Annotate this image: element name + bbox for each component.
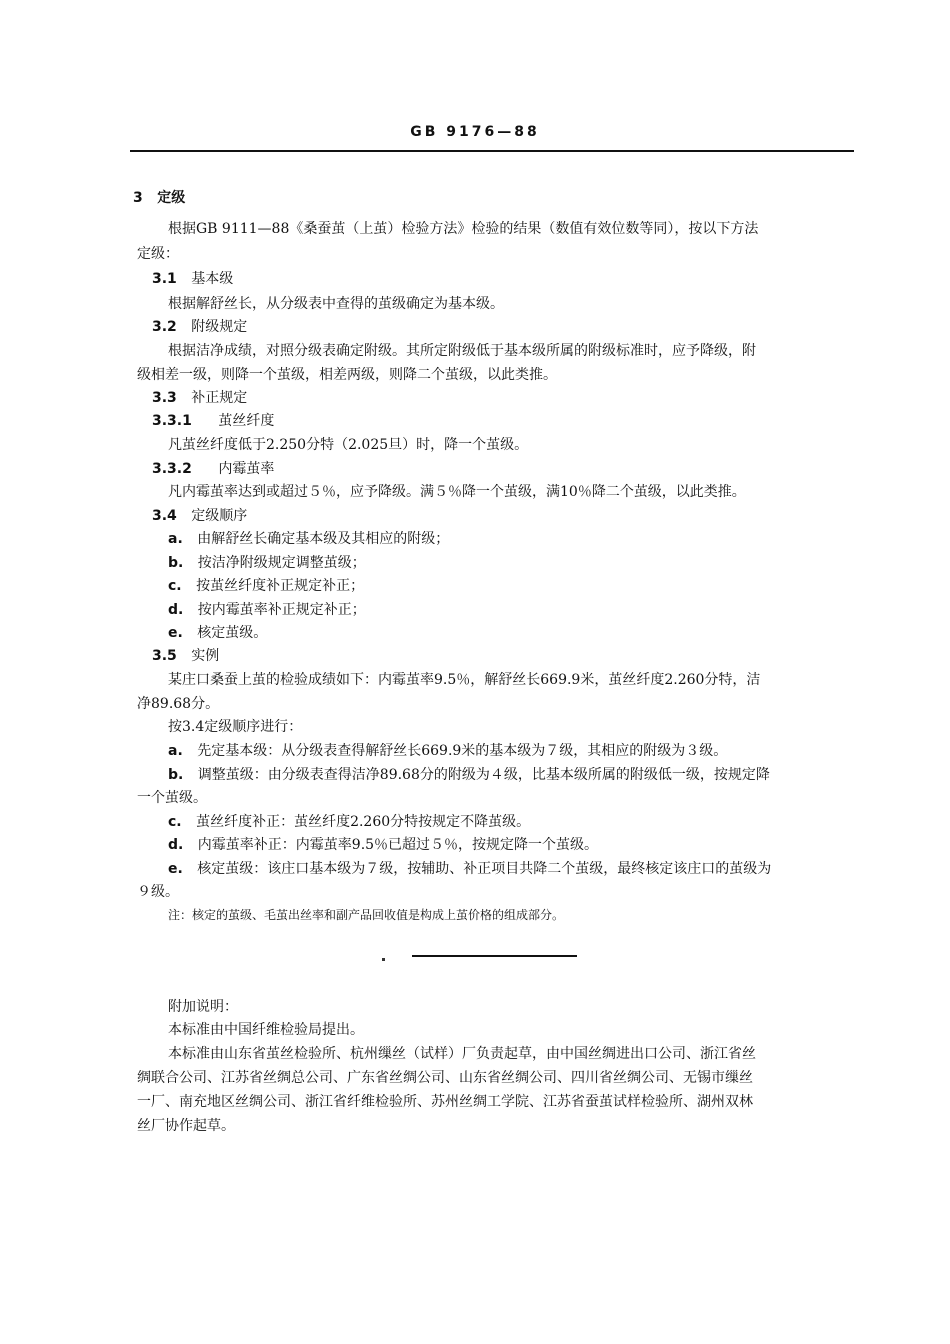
appendix-paragraph-2-line-4: 丝厂协作起草。 — [137, 1118, 235, 1134]
clause-title: 内霉茧率 — [218, 461, 275, 477]
clause-title: 附级规定 — [191, 319, 248, 335]
clause-3-3-heading — [152, 388, 247, 408]
list-marker: c. — [168, 578, 182, 594]
clause-3-1-heading — [152, 269, 233, 289]
list-marker: c. — [168, 814, 182, 830]
list-item — [168, 623, 267, 643]
clause-3-2-heading — [152, 317, 247, 337]
clause-number: 3.3.1 — [152, 413, 192, 429]
list-marker: b. — [168, 767, 184, 783]
list-marker: e. — [168, 625, 183, 641]
example-line-1: 某庄口桑蚕上茧的检验成绩如下：内霉茧率9.5％，解舒丝长669.9米，茧丝纤度2.260分特，洁 — [168, 672, 761, 688]
list-text: 茧丝纤度补正：茧丝纤度2.260分特按规定不降茧级。 — [196, 814, 531, 830]
list-marker: b. — [168, 555, 184, 571]
clause-number: 3.3.2 — [152, 461, 192, 477]
clause-3-3-1-heading — [152, 411, 274, 431]
list-text: 由解舒丝长确定基本级及其相应的附级； — [197, 531, 450, 547]
clause-3-3-1-text: 凡茧丝纤度低于2.250分特（2.025旦）时，降一个茧级。 — [168, 437, 529, 453]
list-text: 按洁净附级规定调整茧级； — [197, 555, 366, 571]
list-item — [168, 765, 770, 785]
clause-3-3-2-heading — [152, 459, 274, 479]
clause-title: 定级顺序 — [191, 508, 248, 524]
document-code-header: GB 9176—88 — [410, 124, 540, 140]
appendix-title: 附加说明： — [168, 999, 238, 1015]
clause-number: 3.5 — [152, 648, 177, 664]
clause-title: 基本级 — [191, 271, 234, 287]
clause-title: 茧丝纤度 — [218, 413, 275, 429]
intro-line-2: 定级： — [137, 246, 179, 262]
header-rule — [130, 150, 854, 152]
appendix-paragraph-2-line-1: 本标准由山东省茧丝检验所、杭州缫丝（试样）厂负责起草，由中国丝绸进出口公司、浙江省丝 — [168, 1046, 756, 1062]
list-marker: e. — [168, 861, 183, 877]
clause-3-4-heading — [152, 506, 247, 526]
clause-3-5-heading — [152, 646, 219, 666]
list-text: 调整茧级：由分级表查得洁净89.68分的附级为４级，比基本级所属的附级低一级，按规定降 — [197, 767, 770, 783]
list-text: 核定茧级：该庄口基本级为７级，按辅助、补正项目共降二个茧级，最终核定该庄口的茧级为 — [197, 861, 772, 877]
section-number: 3 — [133, 190, 143, 206]
list-item — [168, 576, 364, 596]
list-text: 按茧丝纤度补正规定补正； — [196, 578, 365, 594]
clause-number: 3.1 — [152, 271, 177, 287]
clause-3-2-text-line-2: 级相差一级，则降一个茧级，相差两级，则降二个茧级，以此类推。 — [137, 367, 557, 383]
clause-3-3-2-text: 凡内霉茧率达到或超过５％，应予降级。满５％降一个茧级，满10％降二个茧级，以此类推。 — [168, 484, 746, 500]
list-text: 内霉茧率补正：内霉茧率9.5％已超过５％，按规定降一个茧级。 — [197, 837, 599, 853]
list-item — [168, 812, 530, 832]
list-item — [168, 741, 727, 761]
appendix-paragraph-2-line-3: 一厂、南充地区丝绸公司、浙江省纤维检验所、苏州丝绸工学院、江苏省蚕茧试样检验所、湖州双林 — [137, 1094, 753, 1110]
list-text: 核定茧级。 — [197, 625, 268, 641]
list-item — [168, 553, 366, 573]
clause-number: 3.3 — [152, 390, 177, 406]
clause-title: 实例 — [191, 648, 220, 664]
list-item — [168, 600, 366, 620]
intro-line-1: 根据GB 9111—88《桑蚕茧（上茧）检验方法》检验的结果（数值有效位数等同），按以下方法 — [168, 221, 759, 237]
list-item — [168, 529, 449, 549]
end-rule — [412, 955, 577, 957]
appendix-paragraph-2-line-2: 绸联合公司、江苏省丝绸总公司、广东省丝绸公司、山东省丝绸公司、四川省丝绸公司、无锡市缫丝 — [137, 1070, 753, 1086]
clause-3-1-text: 根据解舒丝长，从分级表中查得的茧级确定为基本级。 — [168, 296, 504, 312]
section-title: 定级 — [157, 190, 186, 206]
clause-number: 3.2 — [152, 319, 177, 335]
clause-number: 3.4 — [152, 508, 177, 524]
appendix-paragraph-1: 本标准由中国纤维检验局提出。 — [168, 1022, 364, 1038]
list-item — [168, 835, 598, 855]
list-item — [168, 859, 771, 879]
clause-3-2-text-line-1: 根据洁净成绩，对照分级表确定附级。其所定附级低于基本级所属的附级标准时，应予降级，附 — [168, 343, 756, 359]
list-text-continuation: ９级。 — [137, 884, 179, 900]
list-text: 先定基本级：从分级表查得解舒丝长669.9米的基本级为７级，其相应的附级为３级。 — [197, 743, 728, 759]
example-line-2: 净89.68分。 — [137, 696, 220, 712]
clause-title: 补正规定 — [191, 390, 248, 406]
list-marker: a. — [168, 743, 183, 759]
separator-dot — [382, 958, 385, 961]
list-text: 按内霉茧率补正规定补正； — [197, 602, 366, 618]
note: 注：核定的茧级、毛茧出丝率和副产品回收值是构成上茧价格的组成部分。 — [168, 908, 565, 922]
list-marker: d. — [168, 837, 184, 853]
section-3-heading — [133, 188, 185, 208]
list-marker: a. — [168, 531, 183, 547]
example-procedure-intro: 按3.4定级顺序进行： — [168, 719, 303, 735]
list-marker: d. — [168, 602, 184, 618]
list-text-continuation: 一个茧级。 — [137, 790, 207, 806]
